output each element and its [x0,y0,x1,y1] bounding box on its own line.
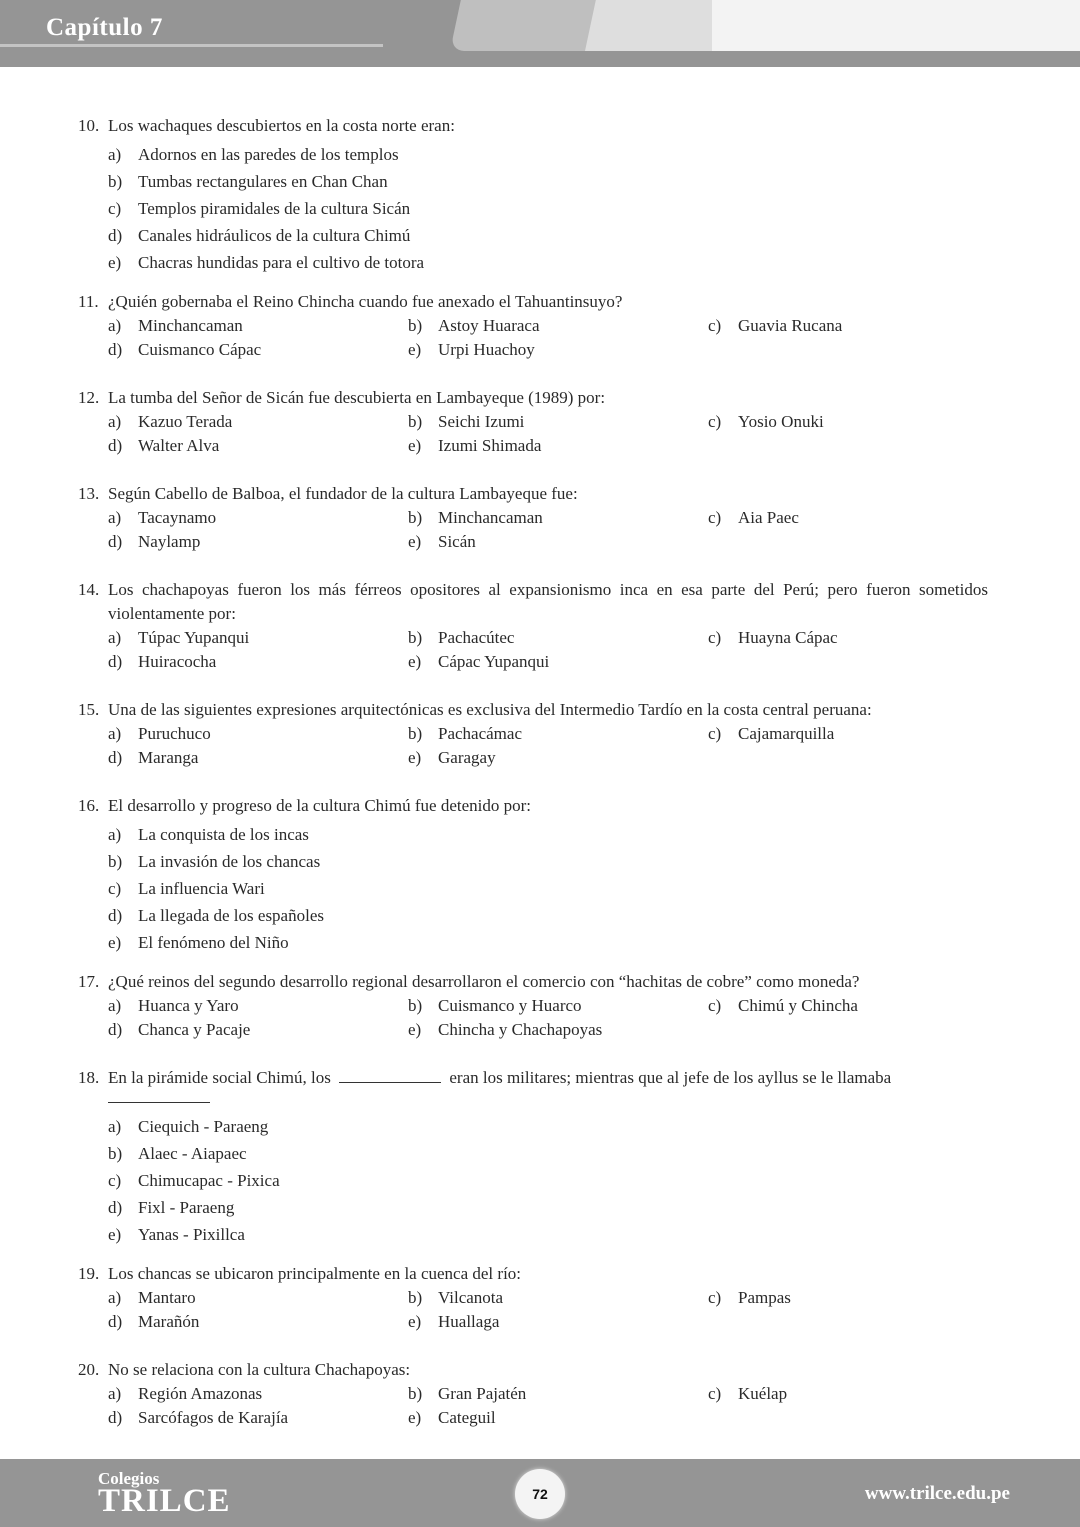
answer-option[interactable] [708,626,1008,650]
option-text: Chincha y Chachapoyas [438,1020,603,1039]
options [78,994,988,1042]
answer-option[interactable] [108,848,988,875]
option-letter: e) [408,1408,422,1427]
question-stem [78,1262,988,1286]
options [78,722,988,770]
chapter-title: Capítulo 7 [46,14,163,41]
question [78,698,988,770]
option-letter: c) [708,316,722,335]
question-stem [78,386,988,410]
answer-option[interactable] [408,1406,708,1430]
option-letter: b) [408,1288,423,1307]
answer-option[interactable] [108,994,408,1018]
option-letter: b) [408,724,423,743]
website-url: www.trilce.edu.pe [864,1483,1010,1504]
answer-option[interactable] [108,1406,408,1430]
option-letter: e) [408,652,422,671]
option-text: Gran Pajatén [438,1384,527,1403]
option-text: Región Amazonas [138,1384,263,1403]
answer-option[interactable] [408,722,708,746]
question-text-part: Los chachapoyas fueron los más férreos opositores al expansionismo inca en esa parte del Perú; pero fueron sometidos violentamente por: [108,580,988,623]
option-letter: e) [108,253,122,272]
option-letter: a) [108,508,122,527]
answer-option[interactable] [108,530,408,554]
option-text: Mantaro [138,1288,196,1307]
question-stem [78,970,988,994]
option-text: Túpac Yupanqui [138,628,250,647]
option-text: Adornos en las paredes de los templos [138,145,399,164]
option-letter: c) [108,879,122,898]
option-letter: b) [408,996,423,1015]
header-rule [0,44,383,47]
option-text: Puruchuco [138,724,211,743]
answer-option[interactable] [108,222,988,249]
brand-logo: TRILCE [98,1483,231,1519]
answer-option[interactable] [408,506,708,530]
option-letter: c) [708,996,722,1015]
option-letter: d) [108,652,123,671]
option-text: Tacaynamo [138,508,217,527]
question-text-part: ¿Quién gobernaba el Reino Chincha cuando fue anexado el Tahuantinsuyo? [108,292,623,311]
option-letter: b) [408,316,423,335]
question [78,1066,988,1248]
option-text: Aia Paec [738,508,799,527]
answer-option[interactable] [108,168,988,195]
answer-option[interactable] [708,1286,1008,1310]
option-text: Chacras hundidas para el cultivo de totora [138,253,425,272]
option-letter: a) [108,316,122,335]
question-text [108,698,988,722]
option-text: Urpi Huachoy [438,340,535,359]
answer-option[interactable] [108,650,408,674]
option-text: Cajamarquilla [738,724,835,743]
question-text [108,578,988,626]
question-text [108,1358,988,1382]
option-text: Minchancaman [138,316,243,335]
answer-option[interactable] [708,410,1008,434]
answer-option[interactable] [708,314,1008,338]
answer-option[interactable] [708,994,1008,1018]
option-text: Huayna Cápac [738,628,838,647]
options [78,506,988,554]
option-letter: c) [708,412,722,431]
question [78,794,988,956]
answer-option[interactable] [108,1194,988,1221]
answer-option[interactable] [108,626,408,650]
question [78,482,988,554]
question-number: 18. [78,1068,100,1087]
option-text: Astoy Huaraca [438,316,540,335]
answer-option[interactable] [108,1018,408,1042]
question-stem [78,114,988,138]
option-letter: c) [108,199,122,218]
question [78,578,988,674]
answer-option[interactable] [108,410,408,434]
question-text-part: Según Cabello de Balboa, el fundador de la cultura Lambayeque fue: [108,484,578,503]
option-text: Pachacámac [438,724,522,743]
question [78,970,988,1042]
brand-logo-small: Colegios [98,1469,160,1488]
question-text-part: eran los militares; mientras que al jefe de los ayllus se le llamaba [449,1068,892,1087]
option-text: Kazuo Terada [138,412,233,431]
question-text-part: Los wachaques descubiertos en la costa norte eran: [108,116,455,135]
option-letter: d) [108,748,123,767]
question-list [78,114,988,1454]
option-text: Maranga [138,748,199,767]
answer-option[interactable] [408,434,708,458]
question [78,1358,988,1430]
option-letter: c) [708,1288,722,1307]
header-decoration [712,0,1080,51]
answer-blank-row [78,1090,988,1110]
option-letter: b) [408,628,423,647]
question-stem [78,482,988,506]
question-text [108,290,988,314]
answer-option[interactable] [108,1167,988,1194]
options [78,626,988,674]
option-letter: d) [108,532,123,551]
question [78,386,988,458]
option-letter: e) [408,340,422,359]
options [78,410,988,458]
option-text: Guavia Rucana [738,316,843,335]
option-text: La conquista de los incas [138,825,309,844]
option-text: Pampas [738,1288,791,1307]
question-text [108,1262,988,1286]
option-text: Naylamp [138,532,201,551]
option-text: La influencia Wari [138,879,265,898]
answer-option[interactable] [408,530,708,554]
option-text: Garagay [438,748,496,767]
option-letter: b) [108,852,123,871]
question-text [108,482,988,506]
option-text: Izumi Shimada [438,436,542,455]
option-letter: d) [108,1408,123,1427]
question-number: 15. [78,700,100,719]
answer-option[interactable] [108,1286,408,1310]
option-letter: b) [408,508,423,527]
option-text: Ciequich - Paraeng [138,1117,269,1136]
answer-option[interactable] [408,626,708,650]
question-text [108,794,988,818]
option-text: Cuismanco y Huarco [438,996,582,1015]
option-text: Canales hidráulicos de la cultura Chimú [138,226,411,245]
question-stem [78,578,988,626]
option-letter: a) [108,1117,122,1136]
answer-option[interactable] [108,1382,408,1406]
options [78,1286,988,1334]
option-text: Alaec - Aiapaec [138,1144,247,1163]
option-text: Fixl - Paraeng [138,1198,235,1217]
question-text-part: El desarrollo y progreso de la cultura Chimú fue detenido por: [108,796,531,815]
option-letter: b) [108,172,123,191]
answer-option[interactable] [408,1310,708,1334]
answer-option[interactable] [408,1382,708,1406]
answer-option[interactable] [408,746,708,770]
option-text: La invasión de los chancas [138,852,321,871]
question-number: 13. [78,484,100,503]
option-letter: d) [108,436,123,455]
option-text: Pachacútec [438,628,515,647]
question-text-part: En la pirámide social Chimú, los [108,1068,331,1087]
page-footer [0,1459,1080,1527]
answer-option[interactable] [708,1382,1008,1406]
option-text: Huanca y Yaro [138,996,239,1015]
option-letter: a) [108,412,122,431]
option-letter: c) [708,508,722,527]
options [78,818,988,956]
answer-option[interactable] [108,195,988,222]
page-number: 72 [515,1469,565,1519]
option-text: Seichi Izumi [438,412,525,431]
question-stem [78,698,988,722]
answer-option[interactable] [108,1221,988,1248]
option-letter: e) [408,1312,422,1331]
option-text: Categuil [438,1408,496,1427]
answer-option[interactable] [408,338,708,362]
option-text: Huiracocha [138,652,217,671]
option-text: Yanas - Pixillca [138,1225,245,1244]
answer-option[interactable] [708,722,1008,746]
question-number: 19. [78,1264,100,1283]
option-text: Kuélap [738,1384,788,1403]
option-letter: b) [408,1384,423,1403]
answer-option[interactable] [108,929,988,956]
option-letter: c) [108,1171,122,1190]
option-text: Chimucapac - Pixica [138,1171,280,1190]
answer-option[interactable] [108,338,408,362]
option-text: La llegada de los españoles [138,906,324,925]
option-letter: c) [708,628,722,647]
answer-option[interactable] [108,506,408,530]
answer-option[interactable] [408,1018,708,1042]
question-text [108,114,988,138]
option-letter: d) [108,1020,123,1039]
option-letter: e) [408,436,422,455]
question-text [108,970,988,994]
answer-option[interactable] [408,994,708,1018]
option-letter: a) [108,724,122,743]
question [78,114,988,276]
question-text [108,386,988,410]
option-letter: e) [408,748,422,767]
answer-blank [339,1068,441,1083]
option-text: Chanca y Pacaje [138,1020,251,1039]
option-letter: b) [108,1144,123,1163]
question-stem [78,794,988,818]
answer-option[interactable] [108,141,988,168]
question-number: 11. [78,292,99,311]
question-stem [78,1066,988,1090]
option-letter: d) [108,340,123,359]
option-letter: e) [408,532,422,551]
question-number: 16. [78,796,100,815]
question-number: 17. [78,972,100,991]
option-letter: d) [108,226,123,245]
question-text-part: ¿Qué reinos del segundo desarrollo regional desarrollaron el comercio con “hachitas de cobre” como moneda? [108,972,860,991]
option-letter: d) [108,1198,123,1217]
answer-option[interactable] [108,434,408,458]
answer-option[interactable] [108,249,988,276]
options [78,138,988,276]
answer-option[interactable] [408,650,708,674]
answer-option[interactable] [108,1140,988,1167]
answer-option[interactable] [108,314,408,338]
answer-option[interactable] [108,746,408,770]
question-number: 14. [78,580,100,599]
option-text: Sarcófagos de Karajía [138,1408,289,1427]
option-letter: d) [108,906,123,925]
question-text-part: No se relaciona con la cultura Chachapoyas: [108,1360,411,1379]
question-number: 12. [78,388,100,407]
question-stem [78,290,988,314]
answer-option[interactable] [108,821,988,848]
option-letter: e) [408,1020,422,1039]
options [78,1382,988,1430]
question [78,1262,988,1334]
question-text-part: Una de las siguientes expresiones arquitectónicas es exclusiva del Intermedio Tardío en la costa central peruana: [108,700,872,719]
option-letter: e) [108,933,122,952]
option-letter: d) [108,1312,123,1331]
option-letter: c) [708,724,722,743]
question-number: 10. [78,116,100,135]
option-letter: a) [108,825,122,844]
option-text: Huallaga [438,1312,500,1331]
option-letter: a) [108,1288,122,1307]
question-text-part: Los chancas se ubicaron principalmente en la cuenca del río: [108,1264,522,1283]
answer-option[interactable] [108,722,408,746]
option-text: Yosio Onuki [738,412,824,431]
answer-option[interactable] [408,410,708,434]
option-letter: a) [108,996,122,1015]
option-letter: a) [108,1384,122,1403]
question-text [108,1066,988,1090]
question-text-part: La tumba del Señor de Sicán fue descubierta en Lambayeque (1989) por: [108,388,606,407]
option-text: Tumbas rectangulares en Chan Chan [138,172,388,191]
option-text: El fenómeno del Niño [138,933,289,952]
question-number: 20. [78,1360,100,1379]
answer-option[interactable] [108,875,988,902]
option-text: Walter Alva [138,436,220,455]
option-letter: e) [108,1225,122,1244]
options [78,1110,988,1248]
question [78,290,988,362]
answer-option[interactable] [408,1286,708,1310]
option-text: Sicán [438,532,476,551]
answer-option[interactable] [108,902,988,929]
answer-option[interactable] [108,1310,408,1334]
option-text: Chimú y Chincha [738,996,858,1015]
option-letter: a) [108,145,122,164]
page-header [0,0,1080,67]
options [78,314,988,362]
option-text: Cuismanco Cápac [138,340,262,359]
question-stem [78,1358,988,1382]
answer-blank [108,1090,210,1103]
answer-option[interactable] [708,506,1008,530]
option-letter: a) [108,628,122,647]
option-letter: c) [708,1384,722,1403]
option-text: Templos piramidales de la cultura Sicán [138,199,411,218]
option-text: Vilcanota [438,1288,504,1307]
option-text: Cápac Yupanqui [438,652,550,671]
option-letter: b) [408,412,423,431]
option-text: Minchancaman [438,508,543,527]
option-text: Marañón [138,1312,200,1331]
answer-option[interactable] [408,314,708,338]
answer-option[interactable] [108,1113,988,1140]
